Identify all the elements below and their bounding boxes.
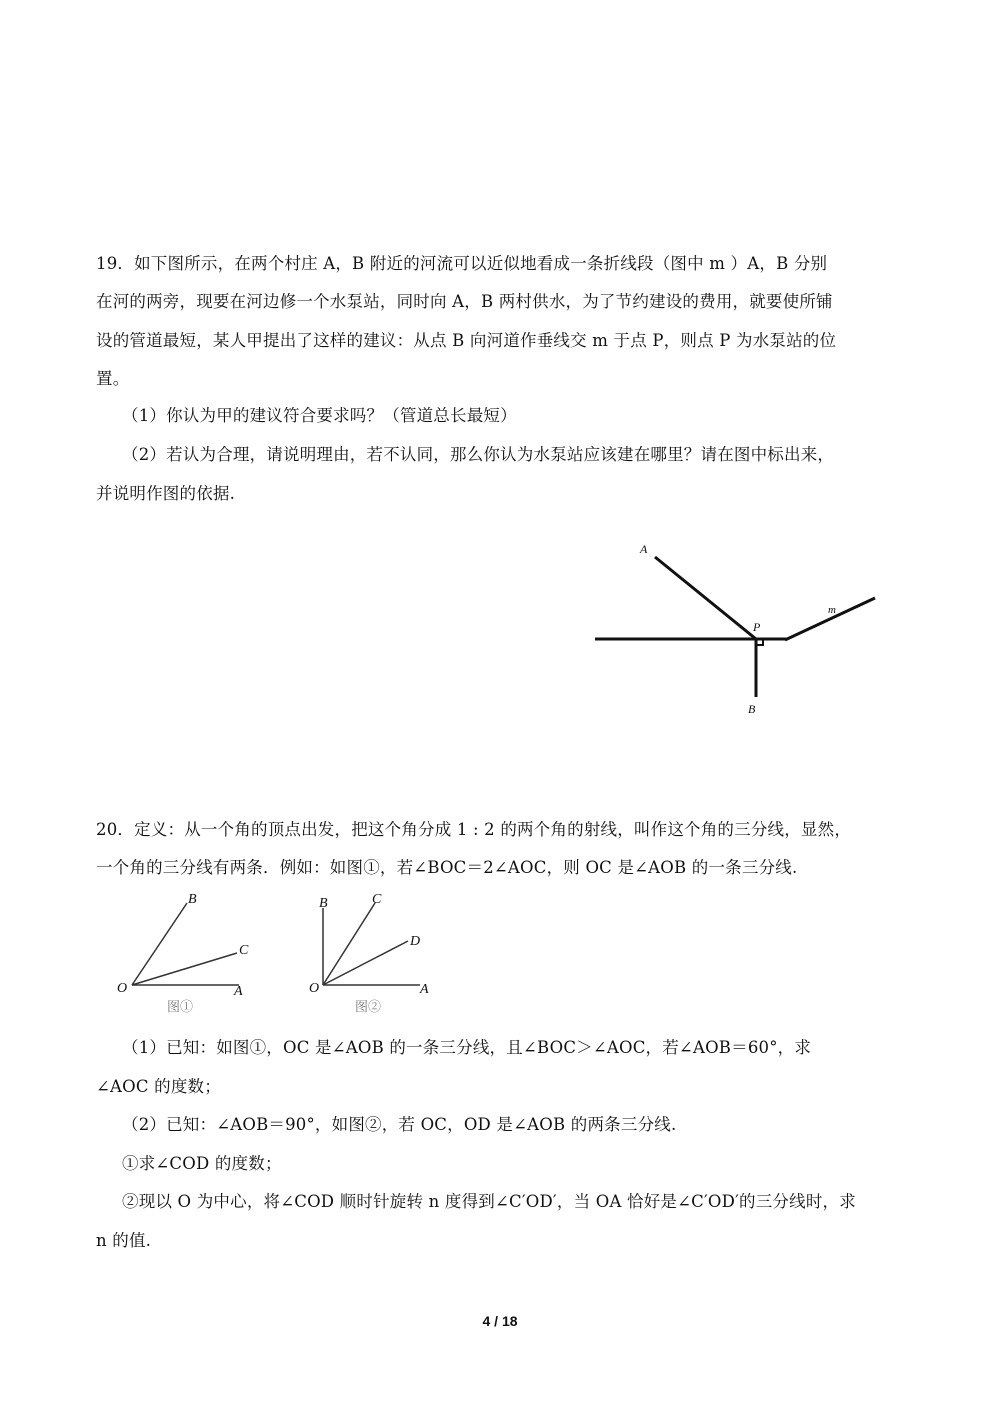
figure-2 bbox=[305, 888, 455, 1018]
label-b: B bbox=[748, 702, 756, 716]
q20-sub-2: （2）已知：∠AOB＝90°，如图②，若 OC，OD 是∠AOB 的两条三分线. bbox=[122, 1115, 677, 1134]
fig2-label-a: A bbox=[420, 982, 429, 997]
label-p: P bbox=[753, 620, 761, 634]
q20-sub-1-line-2: ∠AOC 的度数； bbox=[96, 1077, 221, 1096]
fig2-label-o: O bbox=[309, 981, 320, 996]
q20-sub-2-b-line-1: ②现以 O 为中心，将∠COD 顺时针旋转 n 度得到∠C′OD′，当 OA 恰好是∠C′OD′的三分线时，求 bbox=[122, 1192, 856, 1211]
q19-sub-2-line-1: （2）若认为合理，请说明理由，若不认同，那么你认为水泵站应该建在哪里？请在图中标出来， bbox=[122, 445, 835, 464]
q20-line-2: 一个角的三分线有两条．例如：如图①，若∠BOC＝2∠AOC，则 OC 是∠AOB 的一条三分线. bbox=[96, 858, 798, 877]
page-number: 4 / 18 bbox=[482, 1313, 518, 1329]
fig2-label-c: C bbox=[372, 892, 382, 907]
q20-line-1: 20．定义：从一个角的顶点出发，把这个角分成 1 : 2 的两个角的射线，叫作这个角的三分线，显然， bbox=[96, 820, 852, 839]
q20-sub-1-line-1: （1）已知：如图①，OC 是∠AOB 的一条三分线，且∠BOC＞∠AOC，若∠AOB＝60°，求 bbox=[122, 1038, 812, 1057]
fig1-label-b: B bbox=[188, 892, 197, 907]
label-a: A bbox=[640, 542, 648, 556]
fig2-caption: 图② bbox=[355, 999, 382, 1014]
fig1-label-c: C bbox=[239, 943, 249, 958]
figure-1 bbox=[112, 888, 262, 1018]
ray-oc bbox=[323, 903, 375, 985]
q19-line-4: 置。 bbox=[96, 369, 130, 388]
label-m: m bbox=[828, 604, 836, 616]
fig2-label-d: D bbox=[410, 934, 421, 949]
q19-line-1: 19．如下图所示，在两个村庄 A，B 附近的河流可以近似地看成一条折线段（图中 m ）A，B 分别 bbox=[96, 254, 828, 273]
q19-line-2: 在河的两旁，现要在河边修一个水泵站，同时向 A，B 两村供水，为了节约建设的费用，就要使所铺 bbox=[96, 292, 833, 311]
fig1-label-o: O bbox=[117, 981, 128, 996]
river-diagram bbox=[590, 535, 890, 720]
q20-sub-2-a: ①求∠COD 的度数； bbox=[122, 1154, 282, 1173]
pipe-a-to-p bbox=[655, 557, 756, 639]
ray-oc bbox=[132, 953, 237, 985]
fig2-label-b: B bbox=[319, 896, 328, 911]
q20-sub-2-b-line-2: n 的值. bbox=[96, 1231, 152, 1250]
q19-sub-2-line-2: 并说明作图的依据. bbox=[96, 484, 236, 503]
fig1-caption: 图① bbox=[167, 999, 194, 1014]
q19-sub-1: （1）你认为甲的建议符合要求吗？（管道总长最短） bbox=[122, 406, 517, 425]
ray-od bbox=[323, 941, 408, 985]
ray-ob bbox=[132, 903, 187, 985]
q19-line-3: 设的管道最短，某人甲提出了这样的建议：从点 B 向河道作垂线交 m 于点 P，则点 P 为水泵站的位 bbox=[96, 331, 837, 350]
fig1-label-a: A bbox=[234, 984, 243, 999]
